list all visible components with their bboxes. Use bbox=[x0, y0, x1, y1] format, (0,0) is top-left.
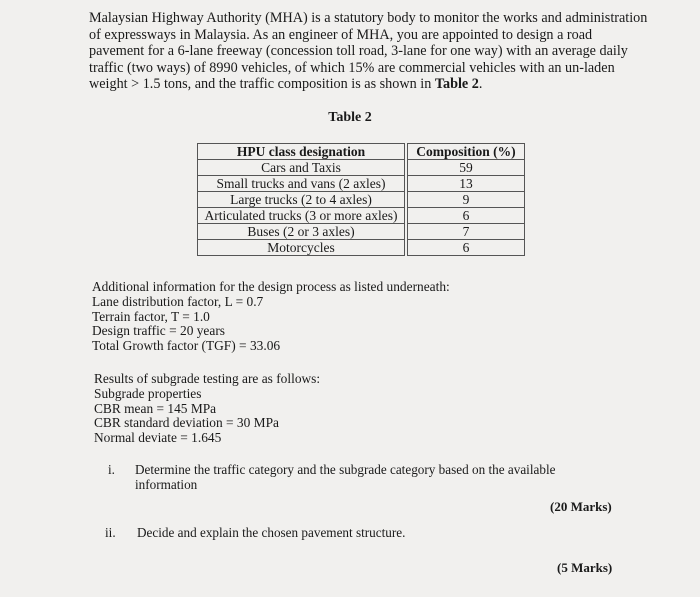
additional-line: Total Growth factor (TGF) = 33.06 bbox=[92, 338, 281, 354]
question-1-number: i. bbox=[108, 462, 115, 477]
traffic-composition-table bbox=[197, 143, 525, 256]
row-composition: 6 bbox=[408, 240, 525, 256]
question-1-text: Determine the traffic category and the subgrade category based on the available information bbox=[135, 462, 556, 492]
table-header-row bbox=[198, 144, 525, 160]
row-composition: 6 bbox=[408, 208, 525, 224]
subgrade-results bbox=[94, 372, 320, 446]
subgrade-line: CBR standard deviation = 30 MPa bbox=[94, 415, 279, 431]
intro-table-ref: Table 2 bbox=[434, 76, 479, 93]
question-2-text: Decide and explain the chosen pavement structure. bbox=[137, 525, 406, 540]
question-2-marks: (5 Marks) bbox=[557, 560, 613, 575]
subgrade-line: Subgrade properties bbox=[94, 385, 202, 401]
subgrade-line: Normal deviate = 1.645 bbox=[94, 430, 222, 446]
row-class: Small trucks and vans (2 axles) bbox=[198, 176, 405, 192]
row-composition: 13 bbox=[408, 176, 525, 192]
subgrade-heading: Results of subgrade testing are as follows: bbox=[94, 371, 321, 386]
row-class: Buses (2 or 3 axles) bbox=[198, 224, 405, 240]
table-row bbox=[198, 192, 525, 208]
row-class: Large trucks (2 to 4 axles) bbox=[198, 192, 405, 208]
table-row bbox=[198, 176, 525, 192]
table-row bbox=[198, 240, 525, 256]
additional-line: Lane distribution factor, L = 0.7 bbox=[92, 293, 264, 309]
question-1-marks: (20 Marks) bbox=[550, 499, 612, 514]
additional-line: Terrain factor, T = 1.0 bbox=[92, 308, 210, 324]
additional-line: Design traffic = 20 years bbox=[92, 323, 225, 339]
subgrade-line: CBR mean = 145 MPa bbox=[94, 400, 217, 416]
additional-info bbox=[92, 280, 450, 354]
row-class: Motorcycles bbox=[198, 240, 405, 256]
table-row bbox=[198, 160, 525, 176]
question-2-number: ii. bbox=[105, 525, 116, 540]
intro-end: . bbox=[478, 76, 483, 93]
table-row bbox=[198, 224, 525, 240]
row-composition: 9 bbox=[408, 192, 525, 208]
row-class: Cars and Taxis bbox=[198, 160, 405, 176]
row-class: Articulated trucks (3 or more axles) bbox=[198, 208, 405, 224]
intro-paragraph bbox=[89, 10, 649, 93]
row-composition: 7 bbox=[408, 224, 525, 240]
header-hpu-class: HPU class designation bbox=[198, 144, 405, 160]
intro-text: Malaysian Highway Authority (MHA) is a statutory body to monitor the works and administration of expressways in Malaysia. As an engineer of MHA, you are appointed to design a road pavement for a 6-lane freeway (concession toll road, 3-lane for one way) with an average daily traffic (two ways) of 8990 vehicles, of which 15% are commercial vehicles with an un-laden weight > 1.5 tons, and the traffic composition is as shown in bbox=[89, 10, 648, 93]
table-row bbox=[198, 208, 525, 224]
header-composition: Composition (%) bbox=[408, 144, 525, 160]
row-composition: 59 bbox=[408, 160, 525, 176]
table-title: Table 2 bbox=[328, 110, 372, 125]
additional-heading: Additional information for the design process as listed underneath: bbox=[92, 279, 450, 294]
